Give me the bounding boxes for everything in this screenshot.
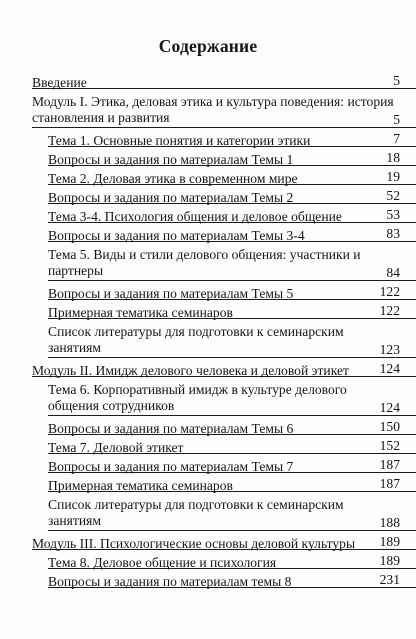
- toc-entry-text: Список литературы для подготовки к семинарским занятиям: [48, 324, 344, 355]
- toc-page-number: 231: [379, 572, 400, 587]
- toc-entry-text: Вопросы и задания по материалам Темы 3-4: [48, 228, 305, 243]
- leader-line: [48, 530, 416, 531]
- toc-entry-text: Вопросы и задания по материалам Темы 7: [48, 459, 294, 474]
- toc-page-number: 122: [379, 284, 400, 299]
- toc-entry: [0, 188, 416, 207]
- toc-entry-text: Тема 6. Корпоративный имидж в культуре делового общения сотрудников: [48, 382, 347, 413]
- toc-entry-text: Тема 8. Деловое общение и психология: [48, 555, 277, 570]
- toc-entry: [0, 457, 416, 476]
- leader-line: [48, 280, 416, 281]
- leader-line: [48, 357, 416, 358]
- leader-line: [48, 241, 416, 242]
- toc-entry: [0, 534, 416, 553]
- toc-page-number: 52: [386, 188, 400, 203]
- toc-entry: [0, 553, 416, 572]
- toc-entry: [0, 169, 416, 188]
- toc-entry: [0, 476, 416, 495]
- table-of-contents: [0, 73, 416, 591]
- toc-page-number: 18: [386, 150, 400, 165]
- toc-entry: [0, 380, 416, 419]
- toc-entry: [0, 131, 416, 150]
- toc-page-number: 187: [379, 476, 400, 491]
- toc-entry: [0, 207, 416, 226]
- toc-page-number: 187: [379, 457, 400, 472]
- toc-entry-text: Примерная тематика семинаров: [48, 305, 233, 320]
- leader-line: [32, 88, 416, 89]
- toc-entry-text: Тема 7. Деловой этикет: [48, 440, 184, 455]
- toc-entry-text: Модуль I. Этика, деловая этика и культура поведения: история становления и развития: [32, 94, 394, 125]
- leader-line: [48, 472, 416, 473]
- leader-line: [48, 587, 416, 588]
- toc-entry: [0, 245, 416, 284]
- leader-line: [48, 184, 416, 185]
- toc-entry: [0, 419, 416, 438]
- toc-entry-text: Вопросы и задания по материалам Темы 6: [48, 421, 294, 436]
- toc-page-number: 122: [379, 303, 400, 318]
- leader-line: [48, 299, 416, 300]
- toc-page-number: 123: [379, 342, 400, 357]
- toc-entry-text: Тема 3-4. Психология общения и деловое общение: [48, 209, 342, 224]
- toc-page-number: 83: [386, 226, 400, 241]
- toc-page-number: 84: [386, 265, 400, 280]
- toc-page-number: 124: [379, 361, 400, 376]
- leader-line: [48, 434, 416, 435]
- leader-line: [48, 318, 416, 319]
- toc-entry: [0, 572, 416, 591]
- leader-line: [48, 222, 416, 223]
- toc-entry-text: Примерная тематика семинаров: [48, 478, 233, 493]
- toc-entry: [0, 438, 416, 457]
- page-title: Содержание: [158, 36, 258, 56]
- toc-page-number: 5: [393, 73, 400, 88]
- toc-entry: [0, 226, 416, 245]
- toc-page-number: 188: [379, 515, 400, 530]
- toc-entry-text: Вопросы и задания по материалам темы 8: [48, 574, 292, 589]
- toc-entry-text: Список литературы для подготовки к семинарским занятиям: [48, 497, 344, 528]
- toc-page-number: 5: [393, 112, 400, 127]
- toc-page-number: 152: [379, 438, 400, 453]
- leader-line: [32, 127, 416, 128]
- toc-page-number: 19: [386, 169, 400, 184]
- toc-page-number: 53: [386, 207, 400, 222]
- leader-line: [48, 415, 416, 416]
- leader-line: [48, 491, 416, 492]
- toc-entry: [0, 303, 416, 322]
- leader-line: [48, 146, 416, 147]
- leader-line: [48, 453, 416, 454]
- toc-page-number: 7: [393, 131, 400, 146]
- leader-line: [32, 376, 416, 377]
- toc-entry: [0, 322, 416, 361]
- toc-entry: [0, 361, 416, 380]
- toc-entry-text: Тема 2. Деловая этика в современном мире: [48, 171, 298, 186]
- toc-page-number: 189: [379, 534, 400, 549]
- toc-entry-text: Модуль II. Имидж делового человека и деловой этикет: [32, 363, 349, 378]
- toc-entry: [0, 92, 416, 131]
- leader-line: [48, 165, 416, 166]
- toc-entry-text: Вопросы и задания по материалам Темы 5: [48, 286, 294, 301]
- toc-entry-text: Тема 1. Основные понятия и категории этики: [48, 133, 311, 148]
- toc-entry-text: Модуль III. Психологические основы деловой культуры: [32, 536, 356, 551]
- toc-entry-text: Вопросы и задания по материалам Темы 1: [48, 152, 294, 167]
- leader-line: [48, 568, 416, 569]
- toc-entry: [0, 495, 416, 534]
- toc-entry: [0, 73, 416, 92]
- leader-line: [32, 549, 416, 550]
- toc-page-number: 150: [379, 419, 400, 434]
- toc-entry: [0, 284, 416, 303]
- toc-entry-text: Тема 5. Виды и стили делового общения: участники и партнеры: [48, 247, 361, 278]
- toc-page-number: 124: [379, 400, 400, 415]
- leader-line: [48, 203, 416, 204]
- toc-entry: [0, 150, 416, 169]
- toc-entry-text: Введение: [32, 75, 87, 90]
- toc-entry-text: Вопросы и задания по материалам Темы 2: [48, 190, 294, 205]
- toc-page-number: 189: [379, 553, 400, 568]
